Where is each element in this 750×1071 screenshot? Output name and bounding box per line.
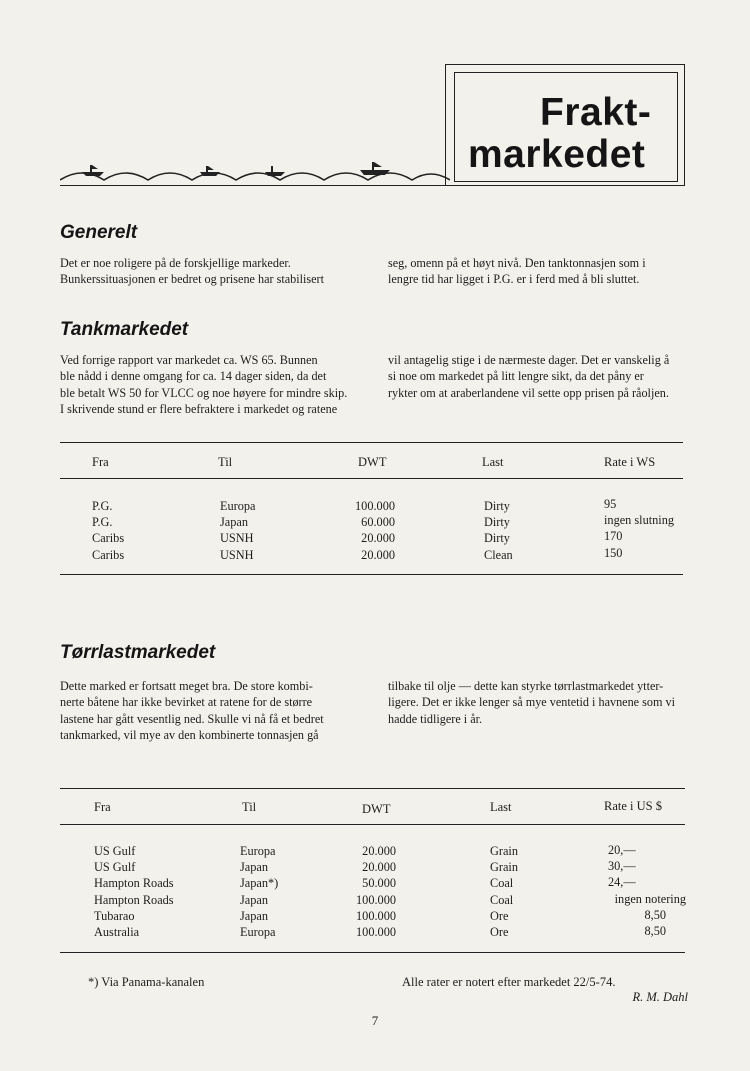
rates-note: Alle rater er notert efter markedet 22/5-74. [402, 975, 616, 989]
table-cell: US Gulf [94, 844, 136, 858]
page-title-line1: Frakt- [540, 91, 652, 134]
table-cell: Coal [490, 876, 514, 891]
page-title-line2: markedet [468, 133, 646, 176]
table-cell: 20.000 [362, 860, 396, 875]
table-cell: Dirty [484, 499, 510, 513]
dry-table-rule-header [60, 824, 685, 825]
table-cell: P.G. [92, 515, 113, 530]
dry-col-header-dwt: DWT [362, 802, 391, 816]
text-line: Det er noe roligere på de forskjellige markeder. [60, 256, 291, 270]
footnote: *) Via Panama-kanalen [88, 975, 205, 989]
torrlast-right-text [388, 678, 686, 727]
header-rule [60, 185, 680, 186]
ship-icon [200, 166, 220, 176]
text-line: si noe om markedet på litt lengre sikt, da det påny er [388, 369, 644, 384]
dry-col-header-rate: Rate i US $ [604, 799, 662, 813]
table-cell: Clean [484, 547, 513, 562]
text-line: tilbake til olje — dette kan styrke tørrlastmarkedet ytter- [388, 679, 664, 693]
text-line: tankmarked, vil mye av den kombinerte tonnasjen gå [60, 728, 319, 743]
table-cell: Grain [490, 860, 518, 875]
tank-col-fra [92, 498, 124, 563]
generelt-right-text [388, 255, 686, 288]
tank-col-header-dwt: DWT [358, 455, 387, 469]
table-cell: 20.000 [362, 844, 396, 858]
dry-table-rule-bottom [60, 952, 685, 953]
table-cell: Japan*) [240, 876, 279, 891]
tank-table-rule-bottom [60, 574, 683, 575]
ship-icon [265, 166, 285, 176]
table-cell: Japan [240, 892, 268, 907]
tankmarkedet-left-text [60, 352, 356, 418]
dry-col-last [490, 843, 518, 940]
table-cell: 95 [604, 497, 617, 511]
table-cell: 24,— [608, 875, 636, 890]
table-cell: Coal [490, 892, 514, 907]
table-cell: 100.000 [356, 908, 396, 923]
text-line: rykter om at araberlandene vil sette opp prisen på råoljen. [388, 385, 669, 400]
table-cell: US Gulf [94, 860, 136, 875]
table-cell: P.G. [92, 499, 113, 513]
text-line: Dette marked er fortsatt meget bra. De store kombi- [60, 679, 313, 693]
table-cell: Japan [240, 908, 268, 923]
table-cell: 20.000 [361, 531, 395, 546]
table-cell: 100.000 [355, 499, 395, 513]
table-cell: Europa [240, 844, 276, 858]
section-heading-torrlast: Tørrlastmarkedet [60, 642, 216, 663]
dry-col-header-til: Til [242, 800, 257, 814]
dry-col-header-last: Last [490, 800, 512, 814]
dry-table-rule-top [60, 788, 685, 789]
table-cell: USNH [220, 547, 254, 562]
tank-col-header-fra: Fra [92, 455, 109, 469]
ship-icon [82, 165, 104, 176]
table-cell: Japan [220, 515, 248, 530]
table-cell: 150 [604, 545, 623, 560]
tank-col-last [484, 498, 513, 563]
table-cell: Grain [490, 844, 518, 858]
table-cell: Dirty [484, 515, 510, 530]
table-cell: ingen notering [614, 891, 686, 906]
table-cell: 60.000 [361, 515, 395, 530]
text-line: lengre tid har ligget i P.G. er i ferd med å bli sluttet. [388, 272, 640, 287]
text-line: Ved forrige rapport var markedet ca. WS 65. Bunnen [60, 353, 318, 367]
table-cell: 100.000 [356, 924, 396, 939]
table-cell: Hampton Roads [94, 892, 174, 907]
author: R. M. Dahl [632, 990, 688, 1004]
table-cell: Ore [490, 924, 509, 939]
section-heading-tankmarkedet: Tankmarkedet [60, 319, 189, 340]
text-line: hadde tidligere i år. [388, 711, 483, 726]
text-line: ble nådd i denne omgang for ca. 14 dager siden, da det [60, 369, 327, 384]
dry-col-rate [596, 842, 686, 939]
table-cell: USNH [220, 531, 254, 546]
table-cell: 100.000 [356, 892, 396, 907]
table-cell: 20,— [608, 843, 636, 857]
table-cell: Caribs [92, 531, 125, 546]
torrlast-left-text [60, 678, 356, 744]
tank-table-rule-header [60, 478, 683, 479]
table-cell: Japan [240, 860, 268, 875]
tank-table-rule-top [60, 442, 683, 443]
waves-ships-illustration [60, 150, 450, 186]
tankmarkedet-right-text [388, 352, 686, 401]
table-cell: 20.000 [361, 547, 395, 562]
tank-col-rate [604, 496, 674, 561]
tank-col-dwt [330, 498, 395, 563]
table-cell: Dirty [484, 531, 510, 546]
table-cell: Europa [240, 924, 276, 939]
text-line: seg, omenn på et høyt nivå. Den tanktonnasjen som i [388, 256, 646, 270]
table-cell: 8,50 [644, 923, 666, 938]
tank-col-header-til: Til [218, 455, 233, 469]
dry-col-til [240, 843, 278, 940]
table-cell: Hampton Roads [94, 876, 174, 891]
table-cell: Australia [94, 924, 140, 939]
text-line: lastene har gått vesentlig ned. Skulle vi nå få et bedret [60, 711, 324, 726]
table-cell: 170 [604, 529, 623, 544]
text-line: ble betalt WS 50 for VLCC og noe høyere for mindre skip. [60, 385, 348, 400]
page-number: 7 [371, 1013, 379, 1028]
table-cell: Ore [490, 908, 509, 923]
generelt-left-text [60, 255, 356, 288]
table-cell: ingen slutning [604, 513, 675, 528]
ship-icon [360, 162, 390, 175]
dry-col-dwt [330, 843, 396, 940]
table-cell: 30,— [608, 859, 636, 874]
tank-col-header-rate: Rate i WS [604, 455, 656, 469]
dry-col-fra [94, 843, 174, 940]
text-line: Bunkerssituasjonen er bedret og prisene har stabilisert [60, 272, 324, 287]
table-cell: 8,50 [644, 907, 666, 922]
text-line: vil antagelig stige i de nærmeste dager. Det er vanskelig å [388, 353, 670, 367]
table-cell: Tubarao [94, 908, 135, 923]
tank-col-header-last: Last [482, 455, 504, 469]
table-cell: Caribs [92, 547, 125, 562]
tank-col-til [220, 498, 256, 563]
dry-col-header-fra: Fra [94, 800, 111, 814]
table-cell: Europa [220, 499, 256, 513]
table-cell: 50.000 [362, 876, 396, 891]
section-heading-generelt: Generelt [60, 222, 138, 243]
text-line: ligere. Det er ikke lenger så mye ventetid i havnene som vi [388, 695, 675, 710]
text-line: I skrivende stund er flere befraktere i markedet og ratene [60, 402, 338, 417]
text-line: nerte båtene har ikke bevirket at ratene for de større [60, 695, 313, 710]
